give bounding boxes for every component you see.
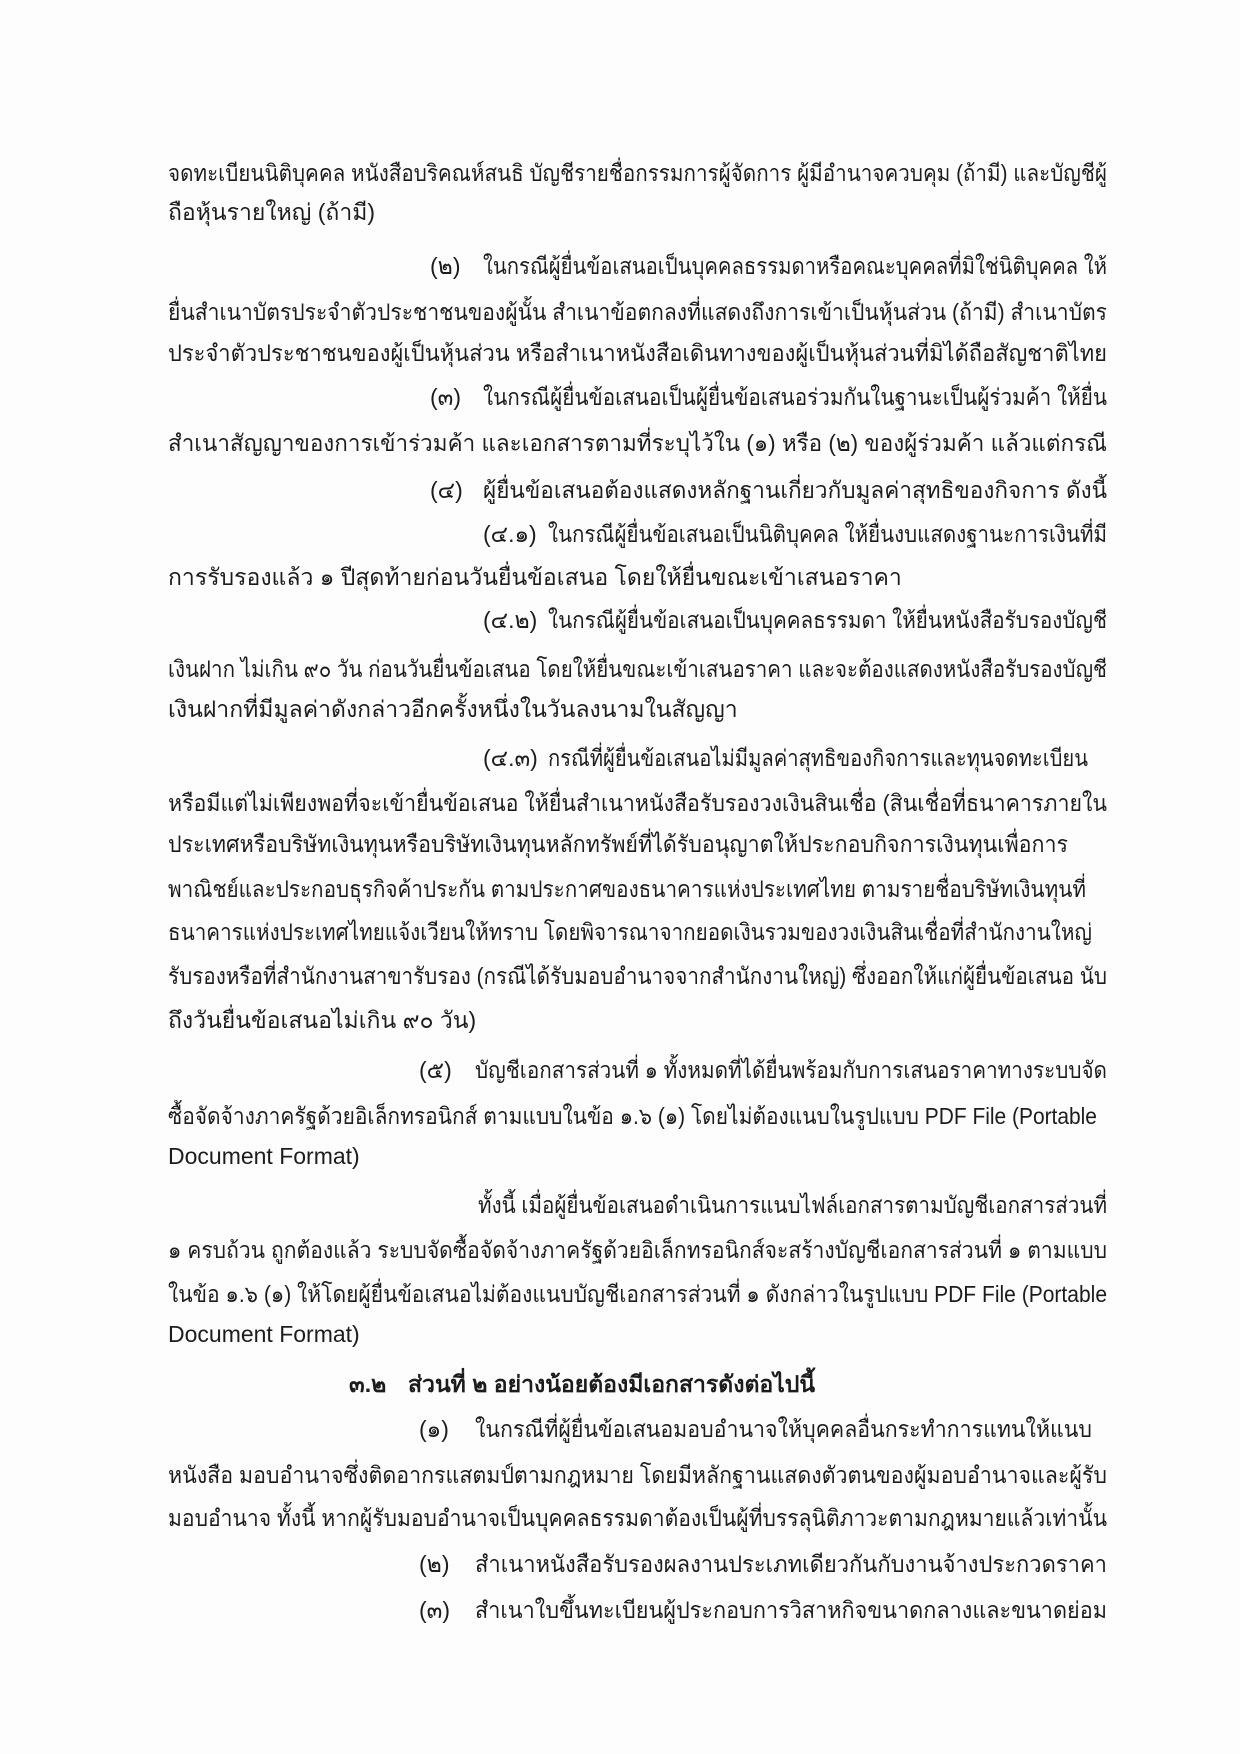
text-line: เงินฝากที่มีมูลค่าดังกล่าวอีกครั้งหนึ่งในวันลงนามในสัญญา (168, 696, 738, 722)
item-label: (๔.๓) (483, 745, 538, 771)
text-line: ผู้ยื่นข้อเสนอต้องแสดงหลักฐานเกี่ยวกับมูลค่าสุทธิของกิจการ ดังนี้ (483, 477, 1108, 503)
item-label: (๔.๑) (483, 521, 537, 547)
text-line: ธนาคารแห่งประเทศไทยแจ้งเวียนให้ทราบ โดยพิจารณาจากยอดเงินรวมของวงเงินสินเชื่อที่สำนักงานใหญ่ (168, 919, 1093, 945)
item-label: (๔) (430, 477, 463, 503)
item-label: (๓) (419, 1597, 451, 1623)
text-line: หรือมีแต่ไม่เพียงพอที่จะเข้ายื่นข้อเสนอ ให้ยื่นสำเนาหนังสือรับรองวงเงินสินเชื่อ (สินเชื่อที่ธนาคารภายใน (168, 790, 1108, 816)
text-line: ประจำตัวประชาชนของผู้เป็นหุ้นส่วน หรือสำเนาหนังสือเดินทางของผู้เป็นหุ้นส่วนที่มิได้ถือสัญชาติไทย (168, 340, 1108, 366)
text-line: บัญชีเอกสารส่วนที่ ๑ ทั้งหมดที่ได้ยื่นพร้อมกับการเสนอราคาทางระบบจัด (475, 1057, 1107, 1083)
text-line: ในกรณีผู้ยื่นข้อเสนอเป็นบุคคลธรรมดาหรือคณะบุคคลที่มิใช่นิติบุคคล ให้ (483, 253, 1108, 279)
text-line: จดทะเบียนนิติบุคคล หนังสือบริคณห์สนธิ บัญชีรายชื่อกรรมการผู้จัดการ ผู้มีอำนาจควบคุม (ถ้ามี) และบัญชีผู้ (168, 160, 1107, 186)
text-line: ในข้อ ๑.๖ (๑) ให้โดยผู้ยื่นข้อเสนอไม่ต้องแนบบัญชีเอกสารส่วนที่ ๑ ดังกล่าวในรูปแบบ PDF File (Portable (168, 1281, 1108, 1307)
item-label: (๑) (419, 1416, 449, 1442)
text-line: ในกรณีผู้ยื่นข้อเสนอเป็นบุคคลธรรมดา ให้ยื่นหนังสือรับรองบัญชี (548, 607, 1107, 633)
item-label: (๒) (430, 253, 461, 279)
text-line: กรณีที่ผู้ยื่นข้อเสนอไม่มีมูลค่าสุทธิของกิจการและทุนจดทะเบียน (548, 745, 1088, 771)
text-line: ถึงวันยื่นข้อเสนอไม่เกิน ๙๐ วัน) (168, 1007, 477, 1033)
text-line: เงินฝาก ไม่เกิน ๙๐ วัน ก่อนวันยื่นข้อเสนอ โดยให้ยื่นขณะเข้าเสนอราคา และจะต้องแสดงหนังสือรับรองบัญชี (168, 656, 1107, 682)
text-line: ในกรณีที่ผู้ยื่นข้อเสนอมอบอำนาจให้บุคคลอื่นกระทำการแทนให้แนบ (475, 1416, 1092, 1442)
text-line: พาณิชย์และประกอบธุรกิจค้าประกัน ตามประกาศของธนาคารแห่งประเทศไทย ตามรายชื่อบริษัทเงินทุนที่ (168, 876, 1086, 902)
text-line: ซื้อจัดจ้างภาครัฐด้วยอิเล็กทรอนิกส์ ตามแบบในข้อ ๑.๖ (๑) โดยไม่ต้องแนบในรูปแบบ PDF File (Portable (168, 1103, 1097, 1129)
text-line: Document Format) (168, 1143, 360, 1169)
text-line: หนังสือ มอบอำนาจซึ่งติดอากรแสตมป์ตามกฎหมาย โดยมีหลักฐานแสดงตัวตนของผู้มอบอำนาจและผู้รับ (168, 1462, 1107, 1488)
text-line: สำเนาสัญญาของการเข้าร่วมค้า และเอกสารตามที่ระบุไว้ใน (๑) หรือ (๒) ของผู้ร่วมค้า แล้วแต่กรณี (168, 430, 1107, 456)
text-line: มอบอำนาจ ทั้งนี้ หากผู้รับมอบอำนาจเป็นบุคคลธรรมดาต้องเป็นผู้ที่บรรลุนิติภาวะตามกฎหมายแล้วเท่านั้น (168, 1505, 1107, 1531)
item-label: (๕) (419, 1057, 452, 1083)
text-line: รับรองหรือที่สำนักงานสาขารับรอง (กรณีได้รับมอบอำนาจจากสำนักงานใหญ่) ซึ่งออกให้แก่ผู้ยื่นข้อเสนอ นับ (168, 963, 1107, 989)
item-label: (๒) (419, 1551, 450, 1577)
text-line: ถือหุ้นรายใหญ่ (ถ้ามี) (168, 199, 376, 225)
text-line: ในกรณีผู้ยื่นข้อเสนอเป็นผู้ยื่นข้อเสนอร่วมกันในฐานะเป็นผู้ร่วมค้า ให้ยื่น (483, 384, 1108, 410)
text-line: การรับรองแล้ว ๑ ปีสุดท้ายก่อนวันยื่นข้อเสนอ โดยให้ยื่นขณะเข้าเสนอราคา (168, 564, 902, 590)
section-title: ส่วนที่ ๒ อย่างน้อยต้องมีเอกสารดังต่อไปนี้ (408, 1371, 816, 1397)
text-line: ทั้งนี้ เมื่อผู้ยื่นข้อเสนอดำเนินการแนบไฟล์เอกสารตามบัญชีเอกสารส่วนที่ (478, 1192, 1108, 1218)
section-number: ๓.๒ (349, 1371, 387, 1397)
text-line: ยื่นสำเนาบัตรประจำตัวประชาชนของผู้นั้น สำเนาข้อตกลงที่แสดงถึงการเข้าเป็นหุ้นส่วน (ถ้ามี) สำเนาบัตร (168, 299, 1107, 325)
text-line: ๑ ครบถ้วน ถูกต้องแล้ว ระบบจัดซื้อจัดจ้างภาครัฐด้วยอิเล็กทรอนิกส์จะสร้างบัญชีเอกสารส่วนที่ ๑ ตามแบบ (168, 1237, 1108, 1263)
item-label: (๔.๒) (483, 607, 538, 633)
item-label: (๓) (430, 384, 462, 410)
text-line: ในกรณีผู้ยื่นข้อเสนอเป็นนิติบุคคล ให้ยื่นงบแสดงฐานะการเงินที่มี (548, 521, 1108, 547)
text-line: ประเทศหรือบริษัทเงินทุนหรือบริษัทเงินทุนหลักทรัพย์ที่ได้รับอนุญาตให้ประกอบกิจการเงินทุนเพื่อการ (168, 831, 1069, 857)
text-line: สำเนาหนังสือรับรองผลงานประเภทเดียวกันกับงานจ้างประกวดราคา (475, 1551, 1108, 1577)
text-line: Document Format) (168, 1321, 360, 1347)
text-line: สำเนาใบขึ้นทะเบียนผู้ประกอบการวิสาหกิจขนาดกลางและขนาดย่อม (475, 1597, 1108, 1623)
